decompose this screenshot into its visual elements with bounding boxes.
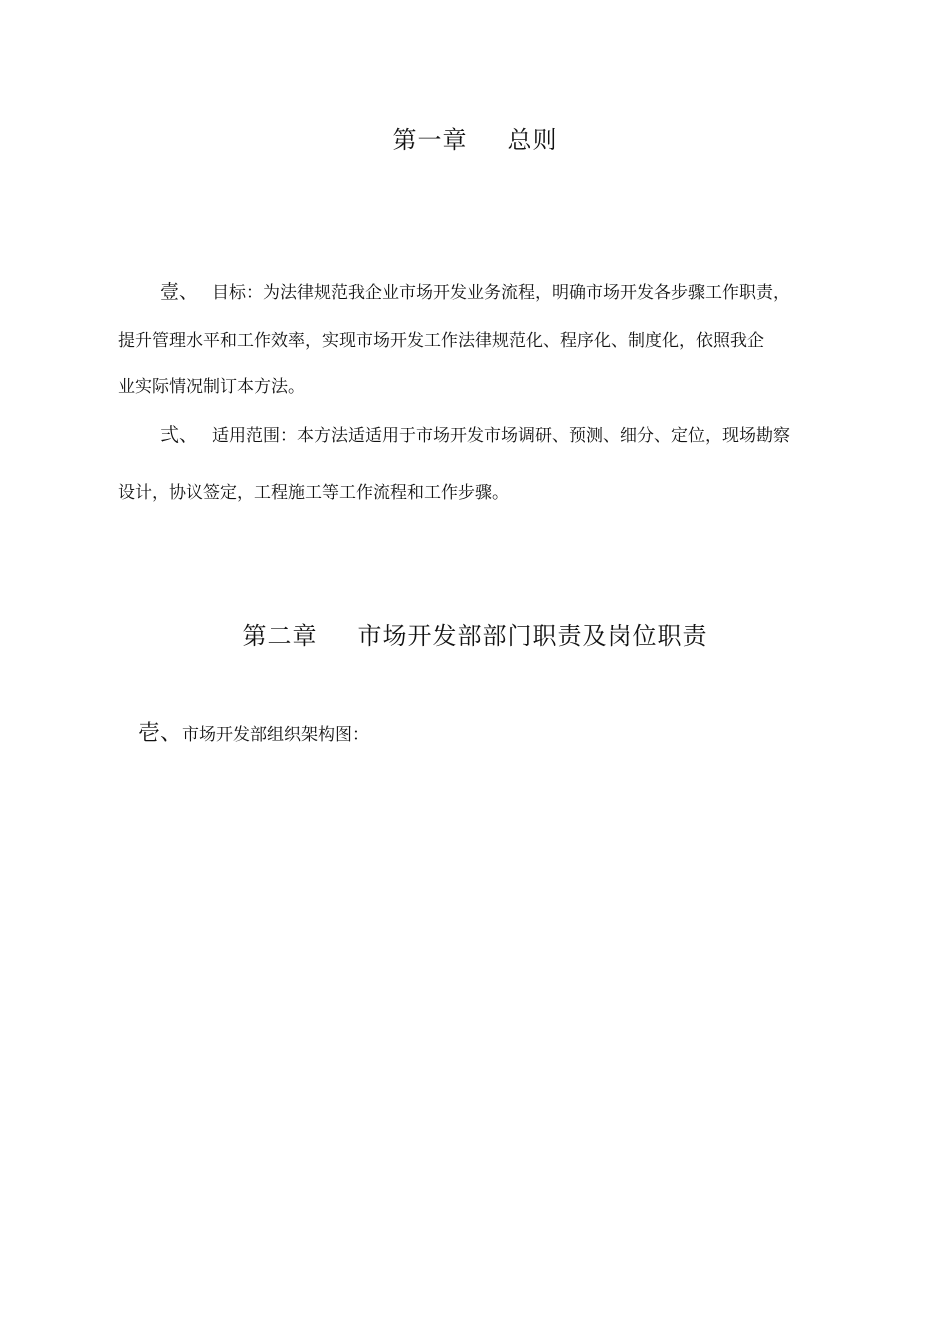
section-1-number: 壹、 <box>160 281 199 303</box>
chapter-1-heading <box>0 120 950 155</box>
section-2-line-1 <box>160 420 790 447</box>
chapter-2-heading <box>0 616 950 651</box>
section-1-line-1 <box>160 277 790 304</box>
chapter-1-title: 总则 <box>507 126 558 154</box>
section-1-line-2: 提升管理水平和工作效率，实现市场开发工作法律规范化、程序化、制度化，依照我企 <box>118 331 764 351</box>
section-3-number: 壱、 <box>138 721 183 746</box>
section-3-line <box>138 716 369 747</box>
section-2-number: 弍、 <box>160 424 199 446</box>
section-2-line-2: 设计，协议签定，工程施工等工作流程和工作步骤。 <box>118 483 509 503</box>
section-2-text-1: 适用范围：本方法适适用于市场开发市场调研、预测、细分、定位，现场勘察 <box>212 426 791 446</box>
section-3-text: 市场开发部组织架构图： <box>182 725 370 745</box>
chapter-2-label: 第二章 <box>242 622 318 650</box>
section-1-text-1: 目标：为法律规范我企业市场开发业务流程，明确市场开发各步骤工作职责， <box>212 283 791 303</box>
chapter-2-title: 市场开发部部门职责及岗位职责 <box>357 622 708 650</box>
chapter-1-label: 第一章 <box>392 126 468 154</box>
section-1-line-3: 业实际情况制订本方法。 <box>118 377 305 397</box>
